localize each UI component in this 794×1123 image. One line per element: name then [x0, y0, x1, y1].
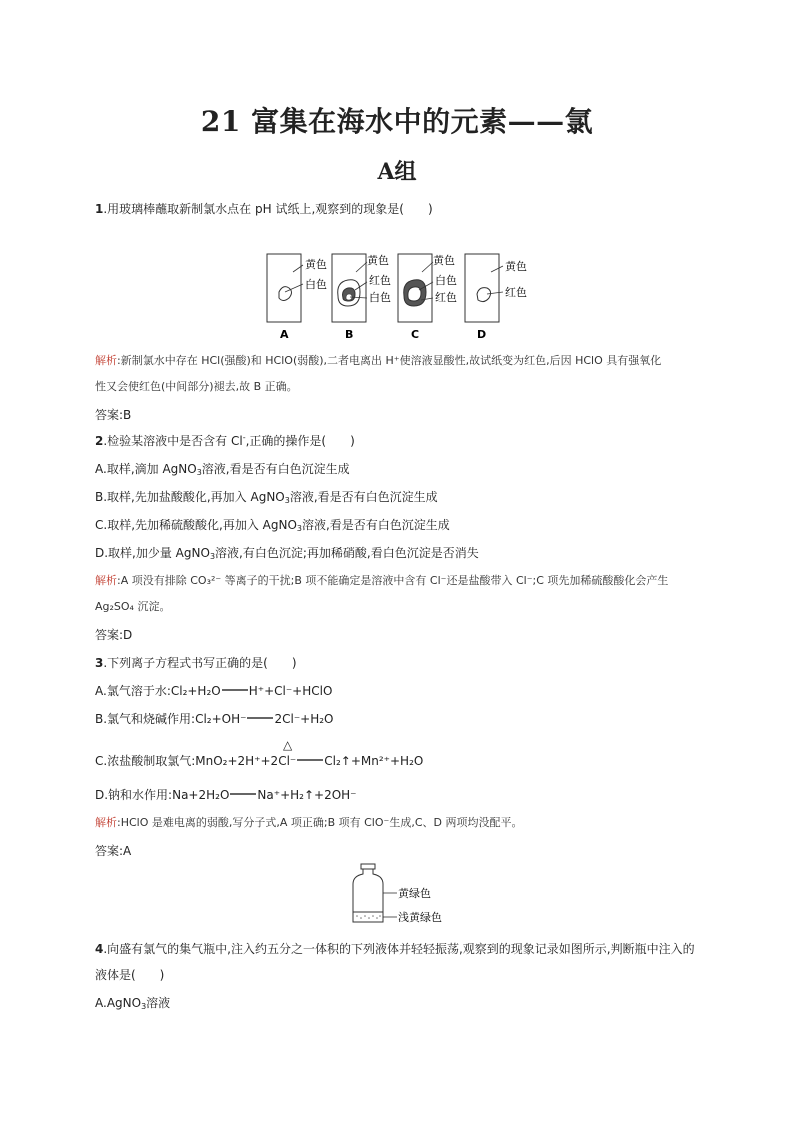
label-d-2: 红色 [505, 286, 527, 299]
question-number: 3 [95, 656, 104, 670]
option-3c: C.浓盐酸制取氯气:MnO₂+2H⁺+2Cl⁻ Cl₂↑+Mn²⁺+H₂O [95, 754, 424, 768]
option-2b: B.取样,先加盐酸酸化,再加入 AgNO$_3$溶液,看是否有白色沉淀生成 [95, 490, 438, 505]
option-3b: B.氯气和烧碱作用:Cl₂+OH⁻ 2Cl⁻+H₂O [95, 712, 334, 726]
label-c-2: 白色 [435, 274, 457, 287]
question-number: 1 [95, 202, 104, 216]
option-2a: A.取样,滴加 AgNO$_3$溶液,看是否有白色沉淀生成 [95, 462, 350, 477]
equals-line [230, 793, 256, 795]
label-c-3: 红色 [435, 291, 457, 304]
page-title: 21 富集在海水中的元素——氯 [200, 105, 594, 138]
question-1 [95, 200, 433, 217]
explanation-3: 解析:HClO 是难电离的弱酸,写分子式,A 项正确;B 项有 ClO⁻生成,C、D 两项均没配平。 [95, 816, 523, 829]
label-d: D [477, 328, 487, 341]
option-2d: D.取样,加少量 AgNO$_3$溶液,有白色沉淀;再加稀硝酸,看白色沉淀是否消失 [95, 546, 479, 561]
option-3d: D.钠和水作用:Na+2H₂O Na⁺+H₂↑+2OH⁻ [95, 788, 357, 802]
question-3: 3.下列离子方程式书写正确的是( ) [95, 656, 297, 670]
equals-line [297, 759, 323, 761]
explanation-label: 解析 [95, 354, 117, 367]
question-4-line-2: 液体是( ) [95, 968, 165, 982]
equals-line [222, 689, 248, 691]
question-4-line-1: 4.向盛有氯气的集气瓶中,注入约五分之一体积的下列液体并轻轻振荡,观察到的现象记录如图所示,判断瓶中注入的 [95, 942, 695, 956]
explanation-2-line-1: 解析:A 项没有排除 CO₃²⁻ 等离子的干扰;B 项不能确定是溶液中含有 Cl⁻还是盐酸带入 Cl⁻;C 项先加稀硫酸酸化会产生 [95, 574, 669, 587]
label-b: B [345, 328, 354, 341]
label-d-1: 黄色 [505, 260, 527, 273]
explanation-label: 解析 [95, 574, 117, 587]
gas-bottle-figure [345, 862, 455, 928]
delta-symbol: △ [283, 738, 293, 752]
question-text: .用玻璃棒蘸取新制氯水点在 pH 试纸上,观察到的现象是( ) [103, 202, 433, 216]
label-light-yellow-green: 浅黄绿色 [398, 911, 442, 924]
label-b-3: 白色 [369, 291, 391, 304]
question-number: 2 [95, 434, 104, 448]
section-title: A组 [377, 159, 417, 185]
ph-paper-figure [255, 248, 545, 346]
label-yellow-green: 黄绿色 [398, 887, 431, 900]
explanation-2-line-2: Ag₂SO₄ 沉淀。 [95, 600, 171, 613]
equals-line [247, 717, 273, 719]
label-b-1: 黄色 [367, 254, 389, 267]
paper-c [398, 254, 433, 322]
label-c: C [411, 328, 420, 341]
paper-d [465, 254, 503, 322]
question-2: 2.检验某溶液中是否含有 Cl-,正确的操作是( ) [95, 433, 355, 448]
explanation-label: 解析 [95, 816, 117, 829]
option-2c: C.取样,先加稀硫酸酸化,再加入 AgNO$_3$溶液,看是否有白色沉淀生成 [95, 518, 450, 533]
label-b-2: 红色 [369, 274, 391, 287]
answer-2: 答案:D [95, 628, 133, 642]
label-a-2: 白色 [305, 278, 327, 291]
explanation-1-line-1: 解析:新制氯水中存在 HCl(强酸)和 HClO(弱酸),二者电离出 H⁺使溶液显酸性,故试纸变为红色,后因 HClO 具有强氧化 [95, 354, 662, 367]
paper-b [332, 254, 367, 322]
label-c-1: 黄色 [433, 254, 455, 267]
answer-3: 答案:A [95, 844, 132, 858]
explanation-1-line-2: 性又会使红色(中间部分)褪去,故 B 正确。 [95, 380, 298, 393]
option-4a: A.AgNO$_3$溶液 [95, 996, 171, 1011]
label-a-1: 黄色 [305, 258, 327, 271]
answer-1: 答案:B [95, 408, 132, 422]
label-a: A [280, 328, 289, 341]
paper-a [267, 254, 303, 322]
option-3a: A.氯气溶于水:Cl₂+H₂O H⁺+Cl⁻+HClO [95, 684, 333, 698]
question-number: 4 [95, 942, 104, 956]
